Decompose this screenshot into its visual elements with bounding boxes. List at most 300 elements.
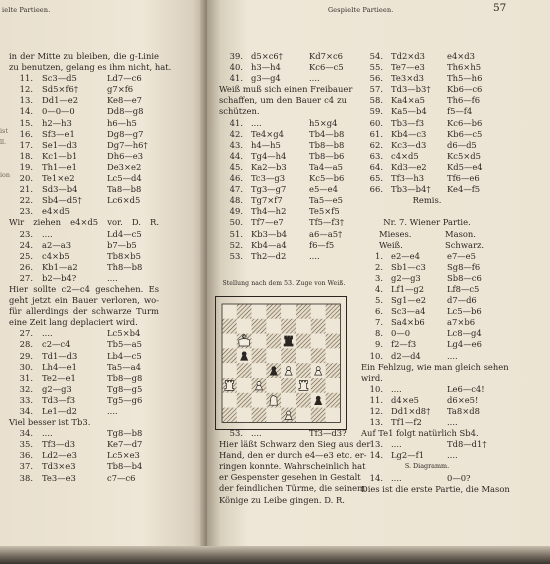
- white-move: Th2—d2: [251, 250, 287, 261]
- page-number: 57: [493, 2, 507, 14]
- rook-piece-icon: [225, 380, 234, 390]
- move-line: [219, 129, 347, 140]
- white-move: ....: [391, 472, 402, 483]
- white-move: a2—a3: [42, 239, 72, 250]
- move-line: [219, 217, 347, 228]
- move-line: [361, 140, 493, 151]
- move-number: 41.: [229, 117, 243, 128]
- move-number: 57.: [369, 84, 383, 95]
- board-square: [252, 393, 267, 408]
- white-move: Td3—f3: [42, 394, 76, 405]
- white-move: Kb4—c3: [391, 128, 427, 139]
- move-number: 24.: [19, 239, 33, 250]
- move-line: [361, 95, 493, 106]
- move-number: 49.: [229, 206, 243, 217]
- black-move: Sb8—c6: [447, 272, 482, 283]
- move-number: 35.: [19, 439, 33, 450]
- black-move: Ld4—c5: [107, 228, 142, 239]
- move-line: [9, 129, 159, 140]
- black-move: Td8—d1†: [447, 439, 487, 450]
- black-move: Lc5×e3: [107, 450, 140, 461]
- black-move: Ta5—e5: [309, 195, 343, 206]
- white-move: Tb3—b4†: [391, 184, 431, 195]
- white-move: Lg2—f1: [391, 450, 425, 461]
- white-move: h2—h3: [42, 117, 72, 128]
- move-number: 29.: [19, 350, 33, 361]
- board-square: [326, 378, 341, 393]
- move-number: 22.: [19, 195, 33, 206]
- black-move: Tb8×b5: [107, 250, 141, 261]
- white-move: Ka5—b4: [391, 106, 427, 117]
- board-square: [266, 304, 281, 319]
- left-page: [0, 0, 205, 564]
- board-square: [252, 363, 267, 378]
- black-move: Ke8—e7: [107, 95, 142, 106]
- move-number: 16.: [19, 128, 33, 139]
- move-number: 23.: [19, 206, 33, 217]
- move-number: 23.: [19, 228, 33, 239]
- move-line: [361, 339, 493, 350]
- annotation-line: Hier sollte c2—c4 geschehen. Es: [9, 283, 159, 294]
- white-move: Th4—h2: [251, 206, 287, 217]
- board-square: [281, 319, 296, 334]
- move-number: 66.: [369, 184, 383, 195]
- white-move: Tg7×f7: [251, 195, 283, 206]
- white-move: Te7—e3: [391, 62, 425, 73]
- board-square: [252, 348, 267, 363]
- move-line: [9, 262, 159, 273]
- move-number: 27.: [19, 328, 33, 339]
- annotation-line: Weiß muß sich einen Freibauer: [219, 84, 353, 95]
- move-line: [361, 439, 493, 450]
- black-move: Kb6—c5: [447, 128, 483, 139]
- move-number: 7.: [375, 317, 383, 328]
- move-number: 10.: [369, 350, 383, 361]
- white-move: f2—f3: [391, 339, 417, 350]
- board-square: [296, 393, 311, 408]
- black-move: Tb8—b6: [309, 150, 345, 161]
- move-number: 37.: [19, 461, 33, 472]
- centered-line: Nr. 7. Wiener Partie.: [383, 217, 471, 228]
- white-move: h4—h5: [251, 139, 281, 150]
- move-line: [361, 51, 493, 62]
- move-line: [219, 195, 347, 206]
- move-line: [9, 328, 159, 339]
- white-move: Td3×e3: [42, 461, 76, 472]
- left-running-header: ielte Partieen.: [2, 6, 51, 14]
- board-square: [252, 319, 267, 334]
- margin-note: ist: [0, 127, 8, 135]
- move-line: [9, 450, 159, 461]
- move-number: 4.: [375, 283, 383, 294]
- move-number: 45.: [229, 161, 243, 172]
- board-square: [326, 304, 341, 319]
- black-move: Ld7—c6: [107, 73, 142, 84]
- move-number: 17.: [19, 139, 33, 150]
- board-square: [222, 304, 237, 319]
- move-number: 50.: [229, 217, 243, 228]
- black-move: ....: [309, 250, 320, 261]
- board-square: [326, 408, 341, 423]
- white-move: Te4×g4: [251, 128, 284, 139]
- black-move: ....: [107, 272, 118, 283]
- black-move: Ta8×d8: [447, 406, 480, 416]
- move-line: [9, 473, 159, 484]
- white-move: 0—0: [391, 328, 411, 339]
- black-move: Ta5—a4: [107, 361, 141, 372]
- move-line: [9, 384, 159, 395]
- board-square: [237, 393, 252, 408]
- annotation-line: eine Zeit lang deplaciert wird.: [9, 317, 138, 328]
- move-number: 47.: [229, 184, 243, 195]
- black-move: a6—a5†: [309, 228, 343, 239]
- board-square: [252, 408, 267, 423]
- white-move: Tg3—g7: [251, 184, 287, 195]
- black-move: Tb8—b4: [107, 461, 143, 472]
- white-move: Sa4×b6: [391, 317, 425, 328]
- black-move: ....: [107, 406, 118, 416]
- black-move: Lc8—g4: [447, 328, 482, 339]
- black-move: Tb5—a5: [107, 339, 142, 350]
- annotation-line: Dies ist die erste Partie, die Mason: [361, 483, 510, 494]
- move-number: 56.: [369, 73, 383, 84]
- right-column-1-top: [219, 51, 353, 262]
- diagram-caption: Stellung nach dem 53. Zuge von Weiß.: [222, 280, 346, 287]
- move-line: [361, 395, 493, 406]
- white-move: Sd5×f6†: [42, 84, 79, 95]
- move-line: [361, 417, 493, 428]
- board-square: [311, 334, 326, 349]
- black-move: ....: [447, 417, 458, 428]
- move-number: 46.: [229, 173, 243, 184]
- white-move: Ld2—e3: [42, 450, 77, 461]
- black-move: Kd7×c6: [309, 51, 343, 61]
- black-move: e7—e5: [447, 250, 476, 261]
- move-line: [361, 473, 493, 484]
- white-move: Ka4×a5: [391, 95, 425, 106]
- black-move: Lc6×d5: [107, 195, 141, 206]
- white-move: c4×b5: [42, 250, 70, 261]
- annotation-line: Viel besser ist Tb3.: [9, 417, 91, 428]
- black-move: a7×b6: [447, 317, 476, 328]
- white-move: Lf1—g2: [391, 283, 425, 294]
- annotation-line: Wir ziehen e4×d5 vor. D. R.: [9, 217, 159, 228]
- black-move: Tg8—b8: [107, 428, 143, 439]
- annotation-line: schaffen, um den Bauer c4 zu: [219, 95, 347, 106]
- board-square: [311, 304, 326, 319]
- white-move: Kb3—b4: [251, 228, 288, 239]
- black-move: Kc5×d5: [447, 150, 481, 161]
- black-move: Tb8—b8: [309, 139, 345, 150]
- white-move: Kc3—d3: [391, 139, 427, 150]
- left-text-column: [9, 51, 172, 484]
- move-line: [361, 118, 493, 129]
- right-page: [207, 0, 550, 564]
- move-line: [219, 206, 347, 217]
- black-move: Lc5×b4: [107, 328, 141, 339]
- move-line: [9, 95, 159, 106]
- board-square: [222, 334, 237, 349]
- move-line: [219, 140, 347, 151]
- black-move: e4×d3: [447, 51, 475, 61]
- move-line: [361, 273, 493, 284]
- black-move: Th6×h5: [447, 62, 482, 73]
- move-number: 14.: [19, 106, 33, 117]
- white-move: b2—b4?: [42, 272, 77, 283]
- move-number: 36.: [19, 450, 33, 461]
- white-move: Sg1—e2: [391, 295, 427, 306]
- move-line: [9, 206, 159, 217]
- white-move: 0—0—0: [42, 106, 75, 117]
- move-number: 51.: [229, 228, 243, 239]
- move-number: 12.: [369, 406, 383, 416]
- black-move: Tg5—g6: [107, 394, 143, 405]
- black-move: Tf3—d3?: [309, 428, 347, 438]
- white-move: Sc3—a4: [391, 306, 426, 317]
- white-move: Tg4—h4: [251, 150, 287, 161]
- move-number: 65.: [369, 173, 383, 184]
- move-number: 55.: [369, 62, 383, 73]
- board-square: [237, 378, 252, 393]
- annotation-line: schützen.: [219, 106, 260, 117]
- move-number: 61.: [369, 128, 383, 139]
- board-square: [266, 378, 281, 393]
- white-move: Ka2—b3: [251, 161, 287, 172]
- annotation-line: zu benutzen, gelang es ihm nicht, hat.: [9, 62, 172, 73]
- move-line: [219, 51, 347, 62]
- white-move: Tf3—d3: [42, 439, 76, 450]
- board-square: [326, 319, 341, 334]
- move-line: [361, 162, 493, 173]
- black-move: Ke4—f5: [447, 184, 481, 195]
- white-move: e2—e4: [391, 250, 420, 261]
- white-move: Sf3—e1: [42, 128, 75, 139]
- move-line: [9, 428, 159, 439]
- black-move: Tb4—b8: [309, 128, 345, 139]
- move-number: 31.: [19, 372, 33, 383]
- move-line: [361, 317, 493, 328]
- board-square: [222, 408, 237, 423]
- board-square: [252, 334, 267, 349]
- board-square: [326, 393, 341, 408]
- annotation-line: Ein Fehlzug, wie man gleich sehen: [361, 361, 509, 372]
- white-player-heading: Weiß.: [379, 239, 403, 250]
- annotation-line: Auf Te1 folgt natürlich Sb4.: [361, 428, 479, 439]
- black-move: h6—h5: [107, 117, 137, 128]
- move-number: 34.: [19, 406, 33, 416]
- black-move: Kc6—c5: [309, 62, 344, 73]
- move-number: 6.: [375, 306, 383, 317]
- move-line: [361, 251, 493, 262]
- white-move: Te3—e3: [42, 472, 76, 483]
- move-number: 62.: [369, 139, 383, 150]
- move-number: 11.: [369, 394, 383, 405]
- move-number: 19.: [19, 161, 33, 172]
- board-square: [311, 348, 326, 363]
- board-square: [296, 408, 311, 423]
- board-square: [222, 393, 237, 408]
- annotation-line: Könige zu Leibe gingen. D. R.: [219, 494, 345, 505]
- blank-line: [361, 206, 493, 217]
- white-move: Te3×d3: [391, 73, 424, 84]
- move-line: [9, 240, 159, 251]
- annotation-line: er Gespenster gesehen in Gestalt: [219, 472, 361, 483]
- white-player-heading: Mieses.: [379, 228, 412, 239]
- annotation-line: Hand, den er durch e4—e3 etc. er-: [219, 450, 367, 461]
- white-move: ....: [251, 117, 262, 128]
- centered-line: S. Diagramm.: [404, 462, 450, 471]
- move-line: [9, 140, 159, 151]
- white-move: d2—d4: [391, 350, 421, 361]
- black-move: Kc5—b6: [309, 173, 345, 184]
- move-line: [361, 129, 493, 140]
- board-square: [222, 319, 237, 334]
- white-move: Se1—d3: [42, 139, 78, 150]
- move-line: [361, 295, 493, 306]
- move-line: [9, 339, 159, 350]
- white-move: Tf3—h3: [391, 173, 425, 184]
- right-column-2: [361, 51, 510, 495]
- move-line: [9, 173, 159, 184]
- black-move: Ta4—a5: [309, 161, 343, 172]
- board-square: [237, 304, 252, 319]
- board-square: [237, 363, 252, 378]
- move-number: 13.: [369, 417, 383, 428]
- move-line: [9, 73, 159, 84]
- white-move: Dd1—e2: [42, 95, 79, 106]
- move-line: [361, 173, 493, 184]
- move-line: [219, 62, 347, 73]
- white-move: Le1—d2: [42, 406, 77, 416]
- board-square: [326, 334, 341, 349]
- white-move: d4×e5: [391, 394, 419, 405]
- move-number: 40.: [229, 62, 243, 73]
- move-number: 25.: [19, 250, 33, 261]
- white-move: Te2—e1: [42, 372, 76, 383]
- black-move: d6—d5: [447, 139, 477, 150]
- move-line: [9, 373, 159, 384]
- black-move: Kb6—c6: [447, 84, 483, 95]
- move-line: [361, 62, 493, 73]
- board-square: [311, 408, 326, 423]
- white-move: ....: [42, 228, 53, 239]
- move-number: 13.: [369, 439, 383, 450]
- move-line: [219, 251, 347, 262]
- move-line: [219, 162, 347, 173]
- white-move: c4×d5: [391, 150, 419, 161]
- black-move: Lg4—e6: [447, 339, 482, 350]
- white-move: Td2×d3: [391, 51, 425, 61]
- black-move: Kc6—b6: [447, 117, 483, 128]
- black-move: Sg8—f6: [447, 261, 481, 272]
- annotation-line: in der Mitte zu bleiben, die g-Linie: [9, 51, 159, 61]
- black-move: Th6—f6: [447, 95, 481, 106]
- board-square: [237, 408, 252, 423]
- centered-line: Remis.: [412, 195, 442, 206]
- black-move: d7—d6: [447, 295, 477, 306]
- white-move: Tb3—f3: [391, 117, 425, 128]
- white-move: Dd1×d8†: [391, 406, 431, 416]
- move-number: 9.: [375, 339, 383, 350]
- black-move: Dh6—e3: [107, 150, 144, 161]
- move-line: [219, 151, 347, 162]
- board-square: [281, 393, 296, 408]
- move-number: 43.: [229, 139, 243, 150]
- board-square: [296, 319, 311, 334]
- annotation-line: für allerdings der schwarze Turm: [9, 306, 159, 317]
- move-number: 32.: [19, 383, 33, 394]
- move-line: [219, 118, 347, 129]
- margin-note: ll.: [0, 138, 7, 146]
- white-move: g2—g3: [42, 383, 72, 394]
- black-move: e5—e4: [309, 184, 338, 195]
- black-move: Kd5—e4: [447, 161, 483, 172]
- move-number: 53.: [229, 250, 243, 261]
- move-line: [361, 84, 493, 95]
- black-move: d6×e5!: [447, 394, 479, 405]
- move-line: [9, 351, 159, 362]
- move-number: 48.: [229, 195, 243, 206]
- board-square: [266, 348, 281, 363]
- black-move: Le6—c4!: [447, 383, 485, 394]
- white-move: Kd3—e2: [391, 161, 427, 172]
- move-number: 28.: [19, 339, 33, 350]
- white-move: Sb4—d5†: [42, 195, 82, 206]
- black-move: b7—b5: [107, 239, 137, 250]
- move-number: 21.: [19, 184, 33, 195]
- black-move: g7×f6: [107, 84, 134, 95]
- chess-diagram: [215, 296, 347, 430]
- move-number: 14.: [369, 472, 383, 483]
- move-number: 53.: [229, 428, 243, 438]
- white-move: Lh4—e1: [42, 361, 77, 372]
- move-line: [361, 406, 493, 417]
- rook-piece-icon: [284, 336, 293, 346]
- white-move: e4×d5: [42, 206, 70, 217]
- board-square: [296, 334, 311, 349]
- move-line: [9, 273, 159, 284]
- white-move: ....: [42, 328, 53, 339]
- annotation-line: Hier läßt Schwarz den Sieg aus der: [219, 439, 371, 450]
- board-square: [222, 363, 237, 378]
- board-square: [311, 319, 326, 334]
- move-number: 13.: [19, 95, 33, 106]
- black-move: Te5×f5: [309, 206, 340, 217]
- board-square: [266, 408, 281, 423]
- move-line: [361, 151, 493, 162]
- white-move: Tc3—g3: [251, 173, 286, 184]
- rook-piece-icon: [299, 380, 308, 390]
- move-number: 54.: [369, 51, 383, 61]
- white-move: Kb4—a4: [251, 239, 287, 250]
- move-line: [9, 84, 159, 95]
- move-number: 52.: [229, 239, 243, 250]
- move-line: [361, 306, 493, 317]
- move-line: [219, 73, 347, 84]
- move-line: [361, 262, 493, 273]
- move-number: 38.: [19, 472, 33, 483]
- move-number: 59.: [369, 106, 383, 117]
- black-move: Lb4—c5: [107, 350, 142, 361]
- move-number: 10.: [369, 383, 383, 394]
- board-square: [296, 348, 311, 363]
- move-line: [9, 162, 159, 173]
- white-move: Kc1—b1: [42, 150, 78, 161]
- move-number: 60.: [369, 117, 383, 128]
- black-move: ....: [447, 350, 458, 361]
- board-square: [296, 363, 311, 378]
- move-line: [219, 229, 347, 240]
